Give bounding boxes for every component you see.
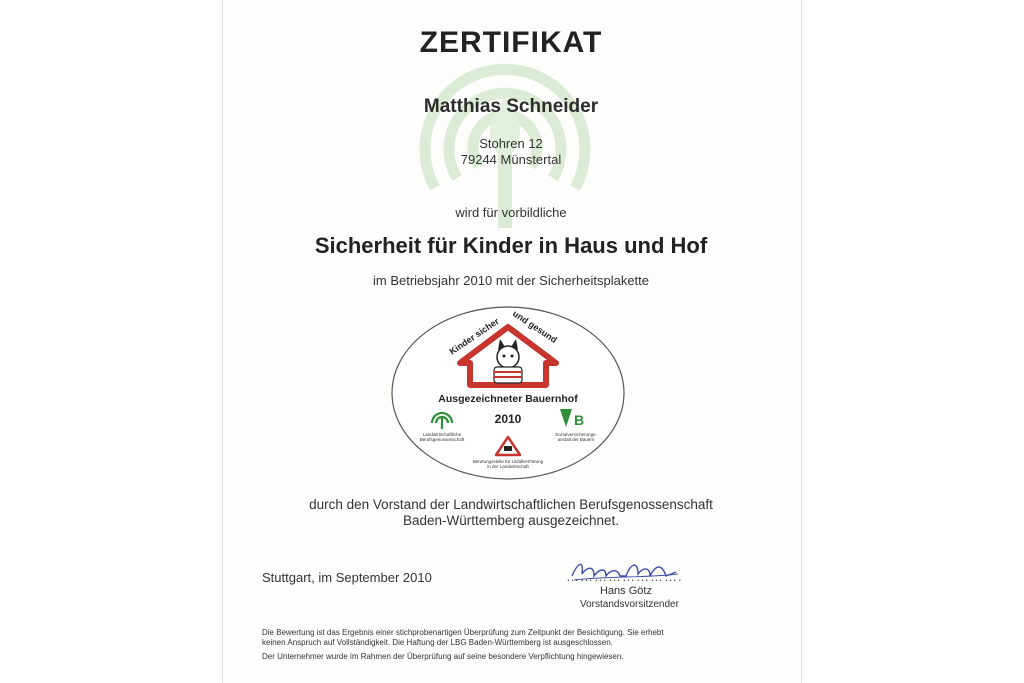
seal-year: 2010: [494, 412, 522, 426]
certificate-headline: Sicherheit für Kinder in Haus und Hof: [314, 233, 708, 258]
subline-text: im Betriebsjahr 2010 mit der Sicherheitsplakette: [372, 273, 650, 288]
seal-arc-text-left: Kinder sicher: [447, 316, 501, 357]
signer-role: Vorstandsvorsitzender: [580, 599, 679, 610]
footer-line-3: Der Unternehmer wurde im Rahmen der Überprüfung auf seine besondere Verpflichtung hingewiesen.: [262, 652, 624, 661]
safety-seal: [390, 305, 626, 481]
watermark-logo: [405, 38, 605, 228]
logo-right-line2: anstalt der Bauern: [557, 437, 595, 442]
address-city: 79244 Münstertal: [460, 152, 562, 167]
certificate-title: ZERTIFIKAT: [419, 26, 603, 59]
logo-bottom-line2: in der Landwirtschaft: [487, 464, 529, 469]
seal-award-label: Ausgezeichneter Bauernhof: [438, 393, 578, 405]
awarded-line-2: Baden-Württemberg ausgezeichnet.: [402, 513, 620, 528]
signature-line: …………………….: [566, 569, 683, 584]
awarded-line-1: durch den Vorstand der Landwirtschaftlichen Berufsgenossenschaft: [309, 497, 713, 512]
recipient-name: Matthias Schneider: [423, 96, 599, 117]
logo-left-line2: Berufsgenossenschaft: [419, 437, 465, 442]
logo-bottom-line1: Beratungsstelle für Unfallverhütung: [472, 459, 544, 464]
address-street: Stohren 12: [479, 136, 543, 151]
signer-name: Hans Götz: [600, 585, 652, 597]
seal-arc-text-right: und gesund: [510, 308, 559, 345]
place-date: Stuttgart, im September 2010: [262, 570, 432, 585]
logo-right-line1: Sozialversicherungs-: [555, 432, 597, 437]
footer-line-2: keinen Anspruch auf Vollständigkeit. Die Haftung der LBG Baden-Württemberg ist ausgeschlossen.: [262, 638, 613, 647]
intro-text: wird für vorbildliche: [455, 205, 567, 220]
svg-text:B: B: [574, 412, 585, 428]
footer-line-1: Die Bewertung ist das Ergebnis einer stichprobenartigen Überprüfung zum Zeitpunkt der Besichtigung. Sie erhebt: [262, 628, 664, 637]
logo-left-line1: Landwirtschaftliche: [422, 432, 462, 437]
